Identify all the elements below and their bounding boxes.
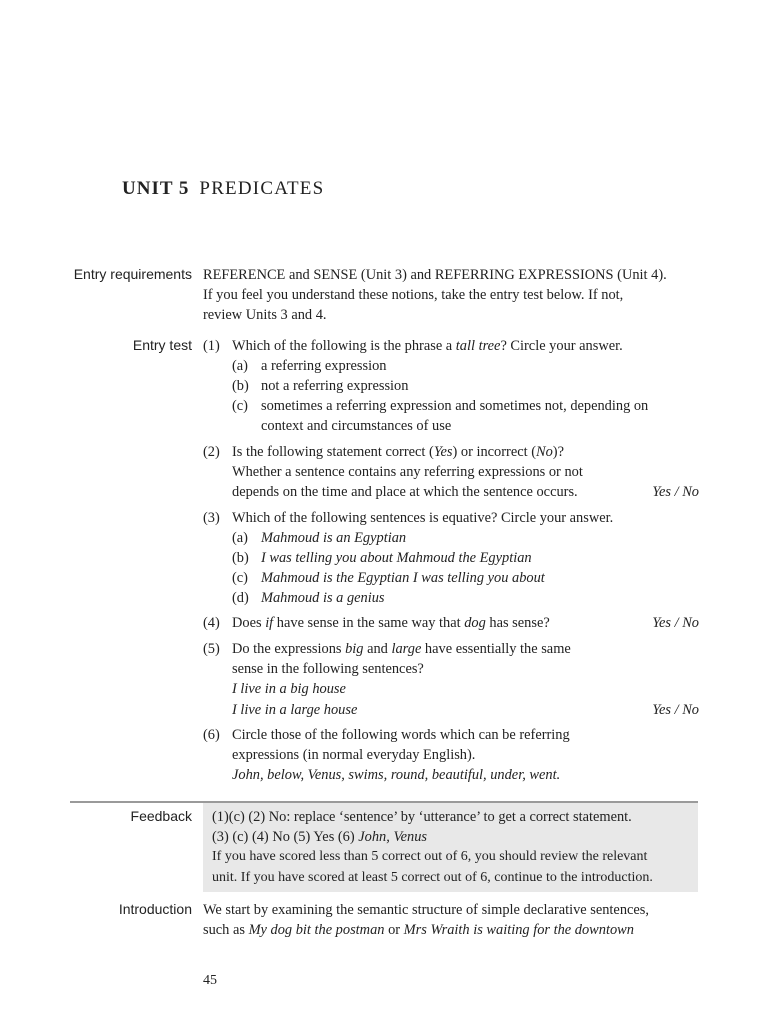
option-text: sometimes a referring expression and sometimes not, depending on xyxy=(261,398,649,414)
option-label: (d) xyxy=(232,590,249,606)
option-b xyxy=(232,548,532,568)
text: (3) (c) (4) No (5) Yes (6) xyxy=(212,829,359,845)
question-text: sense in the following sentences? xyxy=(232,661,424,677)
option-text: Mahmoud is the Egyptian I was telling you about xyxy=(261,570,545,586)
introduction-text xyxy=(203,900,703,942)
emphasis: big xyxy=(345,641,364,657)
question-number: (6) xyxy=(203,727,220,743)
option-c xyxy=(232,568,545,588)
question-text xyxy=(232,613,550,633)
entry-requirements-text xyxy=(203,265,703,327)
page-number: 45 xyxy=(203,973,217,988)
text-line: If you have scored less than 5 correct out of 6, you should review the relevant xyxy=(212,849,648,864)
text-line: review Units 3 and 4. xyxy=(203,307,327,323)
question-text xyxy=(232,639,571,659)
word-list: John, below, Venus, swims, round, beautiful, under, went. xyxy=(232,767,561,783)
question-number: (5) xyxy=(203,641,220,657)
text-line: If you feel you understand these notions, take the entry test below. If not, xyxy=(203,287,624,303)
option-label: (a) xyxy=(232,358,248,374)
label-feedback: Feedback xyxy=(130,808,192,824)
option-label: (a) xyxy=(232,530,248,546)
text: have sense in the same way that xyxy=(273,615,465,631)
option-label: (c) xyxy=(232,570,248,586)
emphasis: Yes xyxy=(433,444,453,460)
question-4 xyxy=(203,613,550,633)
question-number: (1) xyxy=(203,338,220,354)
example-sentence: I live in a big house xyxy=(232,681,346,697)
text: such as xyxy=(203,922,249,938)
option-text-continued: context and circumstances of use xyxy=(261,418,452,434)
feedback-text xyxy=(212,807,696,889)
option-label: (b) xyxy=(232,378,249,394)
option-a xyxy=(232,356,387,376)
question-number: (3) xyxy=(203,510,220,526)
question-1 xyxy=(203,336,623,356)
text: )? xyxy=(552,444,564,460)
yes-no-answer: Yes / No xyxy=(652,702,699,718)
question-text: expressions (in normal everyday English). xyxy=(232,747,476,763)
option-text: Mahmoud is a genius xyxy=(261,590,385,606)
text: Which of the following is the phrase a xyxy=(232,338,456,354)
label-introduction: Introduction xyxy=(118,901,192,917)
question-text xyxy=(232,336,623,356)
option-text: I was telling you about Mahmoud the Egyptian xyxy=(261,550,532,566)
question-2 xyxy=(203,442,564,462)
option-text: not a referring expression xyxy=(261,378,409,394)
option-c xyxy=(232,396,649,416)
text: and xyxy=(363,641,392,657)
option-text: Mahmoud is an Egyptian xyxy=(261,530,407,546)
question-3 xyxy=(203,508,614,528)
text-line xyxy=(212,827,427,847)
text-line: unit. If you have scored at least 5 correct out of 6, continue to the introduction. xyxy=(212,870,653,885)
emphasis: dog xyxy=(464,615,486,631)
unit-number: UNIT 5 xyxy=(122,178,190,199)
question-number: (2) xyxy=(203,444,220,460)
unit-title: PREDICATES xyxy=(199,178,325,199)
text-line: (1)(c) (2) No: replace ‘sentence’ by ‘utterance’ to get a correct statement. xyxy=(212,809,632,825)
emphasis: Mrs Wraith is waiting for the downtown xyxy=(403,922,634,938)
text-line xyxy=(203,920,634,940)
text-line: REFERENCE and SENSE (Unit 3) and REFERRING EXPRESSIONS (Unit 4). xyxy=(203,267,667,283)
question-text: depends on the time and place at which the sentence occurs. xyxy=(232,484,578,500)
text: have essentially the same xyxy=(421,641,571,657)
text: Is the following statement correct ( xyxy=(232,444,434,460)
option-label: (b) xyxy=(232,550,249,566)
yes-no-answer: Yes / No xyxy=(652,615,699,631)
label-entry-requirements: Entry requirements xyxy=(73,266,192,282)
emphasis: tall tree xyxy=(455,338,501,354)
text: has sense? xyxy=(485,615,550,631)
emphasis: large xyxy=(391,641,422,657)
emphasis: No xyxy=(535,444,553,460)
option-a xyxy=(232,528,407,548)
unit-heading xyxy=(122,178,324,200)
text: Do the expressions xyxy=(232,641,346,657)
question-number: (4) xyxy=(203,615,220,631)
emphasis: John, Venus xyxy=(358,829,428,845)
question-text xyxy=(232,442,564,462)
question-text: Circle those of the following words which can be referring xyxy=(232,727,570,743)
entry-test xyxy=(203,336,703,786)
question-6 xyxy=(203,725,570,745)
text: ? Circle your answer. xyxy=(500,338,623,354)
text: or xyxy=(384,922,404,938)
option-label: (c) xyxy=(232,398,248,414)
label-entry-test: Entry test xyxy=(132,337,192,353)
option-text: a referring expression xyxy=(261,358,387,374)
emphasis: if xyxy=(265,615,274,631)
emphasis: My dog bit the postman xyxy=(248,922,385,938)
option-d xyxy=(232,588,385,608)
text-line: We start by examining the semantic structure of simple declarative sentences, xyxy=(203,902,649,918)
question-text: Whether a sentence contains any referring expressions or not xyxy=(232,464,583,480)
option-b xyxy=(232,376,409,396)
question-text: Which of the following sentences is equative? Circle your answer. xyxy=(232,510,614,526)
yes-no-answer: Yes / No xyxy=(652,484,699,500)
text: ) or incorrect ( xyxy=(452,444,536,460)
text: Does xyxy=(232,615,266,631)
question-5 xyxy=(203,639,571,659)
example-sentence: I live in a large house xyxy=(232,702,358,718)
